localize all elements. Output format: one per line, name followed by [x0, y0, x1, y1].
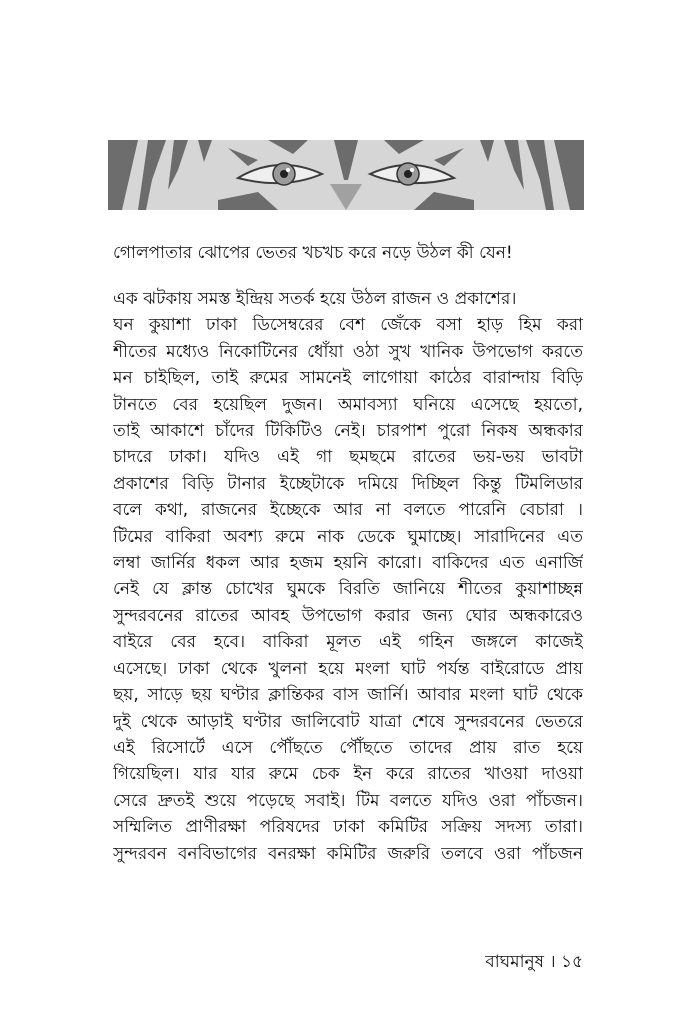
paragraph-line: টানতে বের হয়েছিল দুজন। অমাবস্যা ঘনিয়ে এসেছে হয়তো, [113, 394, 583, 415]
paragraph-line: লম্বা জার্নির ধকল আর হজম হয়নি কারো। বাকিদের এত এনার্জি [113, 553, 583, 574]
paragraph-line: বাইরে বের হবে। বাকিরা মূলত এই গহিন জঙ্গলে কাজেই [113, 632, 583, 653]
opening-line: গোলপাতার ঝোপের ভেতর খচখচ করে নড়ে উঠল কী যেন! [113, 243, 513, 263]
paragraph-line: ঘন কুয়াশা ঢাকা ডিসেম্বরের বেশ জেঁকে বসা হাড় হিম করা [113, 315, 583, 336]
page-number: ১৫ [560, 952, 583, 972]
body-paragraph [113, 286, 583, 867]
paragraph-line: দুই থেকে আড়াই ঘণ্টার জালিবোট যাত্রা শেষে সুন্দরবনের ভেতরে [113, 711, 583, 732]
paragraph-line: সেরে দ্রুতই শুয়ে পড়েছে সবাই। টিম বলতে যদিও ওরা পাঁচজন। [113, 790, 583, 811]
paragraph-line: এই রিসোর্টে এসে পৌঁছতে পৌঁছতে তাদের প্রায় রাত হয়ে [113, 737, 583, 758]
paragraph-line: সুন্দরবনের রাতের আবহ উপভোগ করার জন্য ঘোর অন্ধকারেও [113, 605, 583, 626]
tiger-eyes-icon [108, 140, 584, 210]
paragraph-line: চাদরে ঢাকা। যদিও এই গা ছমছমে রাতের ভয়-ভয় ভাবটা [113, 447, 583, 468]
page-footer [485, 950, 583, 974]
paragraph-line: নেই যে ক্লান্ত চোখের ঘুমকে বিরতি জানিয়ে শীতের কুয়াশাচ্ছন্ন [113, 579, 583, 600]
paragraph-line: এক ঝটকায় সমস্ত ইন্দ্রিয় সতর্ক হয়ে উঠল রাজন ও প্রকাশের। [113, 289, 517, 309]
paragraph-line: মন চাইছিল, তাই রুমের সামনেই লাগোয়া কাঠের বারান্দায় বিড়ি [113, 368, 583, 389]
paragraph-line: তাই আকাশে চাঁদের টিকিটিও নেই। চারপাশ পুরো নিকষ অন্ধকার [113, 421, 583, 442]
paragraph-line: প্রকাশের বিড়ি টানার ইচ্ছেটাকে দমিয়ে দিচ্ছিল কিন্তু টিমলিডার [113, 473, 583, 494]
footer-separator: । [549, 952, 556, 972]
tiger-eyes-banner [108, 140, 584, 210]
paragraph-line: বলে কথা, রাজনের ইচ্ছেকে আর না বলতে পারেনি বেচারা । [113, 500, 583, 521]
paragraph-line: এসেছে। ঢাকা থেকে খুলনা হয়ে মংলা ঘাট পর্যন্ত বাইরোডে প্রায় [113, 658, 583, 679]
paragraph-line: গিয়েছিল। যার যার রুমে চেক ইন করে রাতের খাওয়া দাওয়া [113, 764, 583, 785]
paragraph-line: সুন্দরবন বনবিভাগের বনরক্ষা কমিটির জরুরি তলবে ওরা পাঁচজন [113, 843, 583, 864]
book-title: বাঘমানুষ [485, 952, 545, 972]
paragraph-line: শীতের মধ্যেও নিকোটিনের ধোঁয়া ওঠা সুখ খানিক উপভোগ করতে [113, 341, 583, 362]
paragraph-line: সম্মিলিত প্রাণীরক্ষা পরিষদের ঢাকা কমিটির সক্রিয় সদস্য তারা। [113, 817, 583, 838]
paragraph-line: ছয়, সাড়ে ছয় ঘণ্টার ক্লান্তিকর বাস জার্নি। আবার মংলা ঘাট থেকে [113, 685, 583, 706]
paragraph-line: টিমের বাকিরা অবশ্য রুমে নাক ডেকে ঘুমাচ্ছে। সারাদিনের এত [113, 526, 583, 547]
